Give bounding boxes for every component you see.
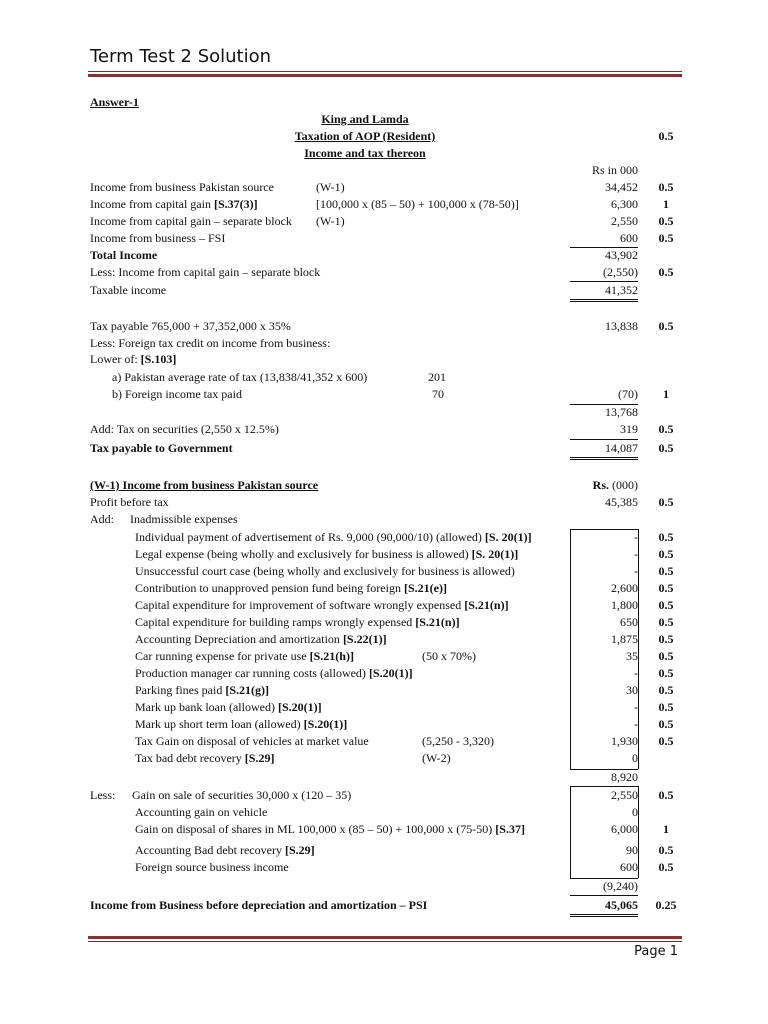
income-row-mark: 0.5 [658, 231, 674, 245]
add-row-note: (W-2) [422, 751, 451, 765]
add-row-note: (5,250 - 3,320) [422, 734, 494, 748]
subtotal-amount: 13,768 [605, 405, 638, 419]
lower-b-mark: 1 [663, 387, 669, 401]
add-row-mark: 0.5 [658, 666, 674, 680]
income-row-mark: 0.5 [658, 214, 674, 228]
add-row-amount: - [634, 666, 638, 680]
less-box-right [638, 786, 639, 878]
less-cg-mark: 0.5 [658, 265, 674, 279]
add-row-label: Unsuccessful court case (being wholly and exclusively for business is allowed) [135, 564, 515, 578]
less-row-label: Gain on sale of securities 30,000 x (120 – 35) [132, 788, 352, 802]
w1-unit-bold: Rs. [592, 478, 609, 492]
lower-of-label: Lower of: [S.103] [90, 352, 177, 366]
w1-heading: (W-1) Income from business Pakistan source [90, 478, 319, 492]
add-row-mark: 0.5 [658, 700, 674, 714]
less-row-amount: 0 [632, 805, 638, 819]
add-row-mark: 0.5 [658, 564, 674, 578]
add-row-label: Accounting Depreciation and amortization [S.22(1)] [135, 632, 387, 646]
add-row-label: Production manager car running costs (allowed) [S.20(1)] [135, 666, 413, 680]
final-rule-bottom-2 [570, 916, 638, 917]
taxable-rule-bottom-1 [570, 299, 638, 300]
w1-unit-rest: (000) [609, 478, 638, 492]
less-row-label: Gain on disposal of shares in ML 100,000 x (85 – 50) + 100,000 x (75-50) [S.37] [135, 822, 525, 836]
add-box-top [570, 529, 638, 530]
add-row-label: Car running expense for private use [S.21(h)] [135, 649, 354, 663]
tax-gov-amount: 14,087 [605, 441, 638, 455]
add-row-label: Mark up short term loan (allowed) [S.20(1)] [135, 717, 348, 731]
less-cg-amount: (2,550) [603, 265, 638, 279]
final-amount: 45,065 [605, 898, 638, 912]
add-row-amount: 1,930 [611, 734, 638, 748]
pbt-mark: 0.5 [658, 495, 674, 509]
income-row-label: Income from capital gain [S.37(3)] [90, 197, 258, 211]
footer-rule-thin [88, 941, 682, 942]
add-row-label: Legal expense (being wholly and exclusively for business is allowed) [S. 20(1)] [135, 547, 519, 561]
add-row-mark: 0.5 [658, 683, 674, 697]
add-sec-amount: 319 [620, 422, 638, 436]
final-mark: 0.25 [655, 898, 677, 912]
taxable-rule-bottom-2 [570, 301, 638, 302]
taxable-label: Taxable income [90, 283, 167, 297]
less-row-amount: 600 [620, 860, 638, 874]
add-row-mark: 0.5 [658, 717, 674, 731]
lower-a-value: 201 [428, 370, 446, 384]
tax-gov-mark: 0.5 [658, 441, 674, 455]
entity-name: King and Lamda [321, 112, 409, 126]
subtitle-mark: 0.5 [658, 129, 674, 143]
add-row-note: (50 x 70%) [422, 649, 476, 663]
add-row-mark: 0.5 [658, 547, 674, 561]
add-row-label: Tax bad debt recovery [S.29] [135, 751, 275, 765]
add-row-amount: 35 [626, 649, 638, 663]
lower-a-label: a) Pakistan average rate of tax (13,838/41,352 x 600) [112, 370, 368, 384]
less-box-left [570, 786, 571, 878]
add-row-label: Mark up bank loan (allowed) [S.20(1)] [135, 700, 322, 714]
final-label: Income from Business before depreciation and amortization – PSI [90, 898, 428, 912]
income-row-amount: 34,452 [605, 180, 638, 194]
add-total-amount: 8,920 [611, 770, 638, 784]
lower-b-label: b) Foreign income tax paid [112, 387, 242, 401]
header-rule-thin [88, 71, 682, 72]
add-row-amount: 1,800 [611, 598, 638, 612]
add-row-amount: 0 [632, 751, 638, 765]
less-row-mark: 1 [663, 822, 669, 836]
gov-rule-top [570, 439, 638, 440]
income-row-mark: 0.5 [658, 180, 674, 194]
add-label: Add: [90, 512, 114, 526]
add-row-amount: 30 [626, 683, 638, 697]
pbt-label: Profit before tax [90, 495, 169, 509]
tax-gov-label: Tax payable to Government [90, 441, 233, 455]
income-row-label: Income from business Pakistan source [90, 180, 274, 194]
add-row-label: Contribution to unapproved pension fund being foreign [S.21(e)] [135, 581, 447, 595]
add-box-left [570, 529, 571, 769]
less-row-label: Accounting Bad debt recovery [S.29] [135, 843, 315, 857]
ftc-label: Less: Foreign tax credit on income from business: [90, 336, 331, 350]
add-row-mark: 0.5 [658, 530, 674, 544]
less-row-mark: 0.5 [658, 843, 674, 857]
add-row-label: Capital expenditure for building ramps wrongly expensed [S.21(n)] [135, 615, 460, 629]
units-label: Rs in 000 [591, 163, 638, 177]
add-row-label: Tax Gain on disposal of vehicles at market value [135, 734, 369, 748]
add-row-amount: 1,875 [611, 632, 638, 646]
add-row-amount: 650 [620, 615, 638, 629]
income-row-amount: 6,300 [611, 197, 638, 211]
add-row-amount: 2,600 [611, 581, 638, 595]
add-row-mark: 0.5 [658, 598, 674, 612]
w1-units [560, 478, 638, 493]
add-row-mark: 0.5 [658, 615, 674, 629]
gov-rule-bottom-1 [570, 457, 638, 458]
less-box-top [570, 786, 638, 787]
add-row-amount: - [634, 700, 638, 714]
income-row-label: Income from capital gain – separate block [90, 214, 292, 228]
add-row-mark: 0.5 [658, 734, 674, 748]
less-cg-label: Less: Income from capital gain – separate block [90, 265, 321, 279]
income-row-ref: [100,000 x (85 – 50) + 100,000 x (78-50)] [316, 197, 519, 211]
less-row-amount: 2,550 [611, 788, 638, 802]
add-row-amount: - [634, 530, 638, 544]
lower-b-amount: (70) [618, 387, 638, 401]
income-row-label: Income from business – FSI [90, 231, 226, 245]
add-heading: Inadmissible expenses [130, 512, 238, 526]
income-row-ref: (W-1) [316, 180, 345, 194]
less-label: Less: [90, 788, 116, 802]
total-income-amount: 43,902 [605, 248, 638, 262]
less-row-label: Accounting gain on vehicle [135, 805, 268, 819]
add-row-label: Individual payment of advertisement of Rs. 9,000 (90,000/10) (allowed) [S. 20(1)] [135, 530, 532, 544]
less-row-amount: 90 [626, 843, 638, 857]
page-header-title: Term Test 2 Solution [90, 46, 272, 67]
income-row-mark: 1 [663, 197, 669, 211]
pbt-amount: 45,385 [605, 495, 638, 509]
add-sec-label: Add: Tax on securities (2,550 x 12.5%) [90, 422, 279, 436]
tax-payable-label: Tax payable 765,000 + 37,352,000 x 35% [90, 319, 291, 333]
page-number: Page 1 [634, 944, 678, 959]
less-row-mark: 0.5 [658, 860, 674, 874]
add-row-label: Parking fines paid [S.21(g)] [135, 683, 269, 697]
tax-payable-mark: 0.5 [658, 319, 674, 333]
add-row-amount: - [634, 564, 638, 578]
gov-rule-bottom-2 [570, 459, 638, 460]
add-box-right [638, 529, 639, 769]
less-total-amount: (9,240) [603, 879, 638, 893]
header-rule-thick [88, 74, 682, 77]
footer-rule-thick [88, 936, 682, 939]
section-heading: Income and tax thereon [304, 146, 426, 160]
tax-payable-amount: 13,838 [605, 319, 638, 333]
income-row-ref: (W-1) [316, 214, 345, 228]
add-row-mark: 0.5 [658, 581, 674, 595]
add-row-amount: - [634, 547, 638, 561]
taxable-rule-top [570, 281, 638, 282]
add-row-mark: 0.5 [658, 649, 674, 663]
less-row-amount: 6,000 [611, 822, 638, 836]
less-row-mark: 0.5 [658, 788, 674, 802]
income-row-amount: 2,550 [611, 214, 638, 228]
final-rule-bottom-1 [570, 914, 638, 915]
final-rule-top [570, 895, 638, 896]
add-sec-mark: 0.5 [658, 422, 674, 436]
total-income-label: Total Income [90, 248, 158, 262]
lower-b-value: 70 [432, 387, 444, 401]
add-row-amount: - [634, 717, 638, 731]
add-row-label: Capital expenditure for improvement of software wrongly expensed [S.21(n)] [135, 598, 509, 612]
add-row-mark: 0.5 [658, 632, 674, 646]
income-row-amount: 600 [620, 231, 638, 245]
taxable-amount: 41,352 [605, 283, 638, 297]
less-row-label: Foreign source business income [135, 860, 289, 874]
entity-subtitle: Taxation of AOP (Resident) [294, 129, 436, 143]
answer-label: Answer-1 [90, 95, 139, 109]
